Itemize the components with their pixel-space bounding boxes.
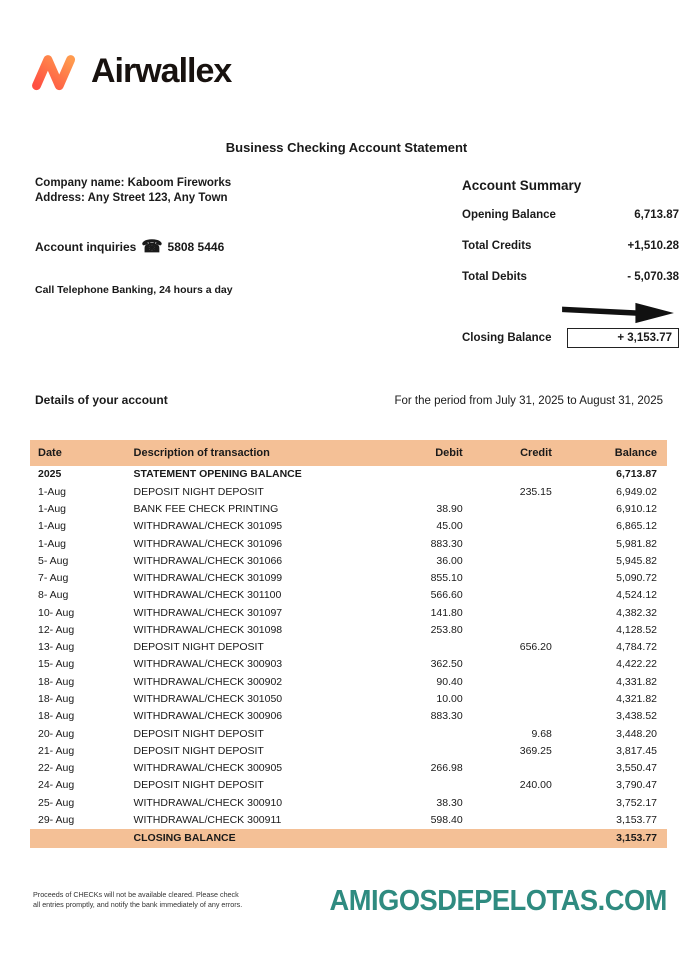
brand-name: Airwallex xyxy=(91,51,232,90)
table-row xyxy=(30,743,667,760)
col-header-debit: Debit xyxy=(393,440,473,466)
statement-period: For the period from July 31, 2025 to August 31, 2025 xyxy=(394,395,663,407)
cell-balance: 4,321.82 xyxy=(616,693,657,706)
closing-balance-table-row xyxy=(30,829,667,848)
cell-description: WITHDRAWAL/CHECK 301099 xyxy=(133,572,283,585)
cell-description: DEPOSIT NIGHT DEPOSIT xyxy=(133,485,264,498)
summary-row-label: Total Credits xyxy=(462,240,532,252)
cell-date: 12- Aug xyxy=(38,623,75,636)
cell-date: 25- Aug xyxy=(38,796,75,809)
table-row xyxy=(30,518,667,535)
cell-date: 7- Aug xyxy=(38,572,69,585)
cell-credit: 240.00 xyxy=(519,779,552,792)
cell-credit xyxy=(473,518,562,535)
cell-debit xyxy=(393,466,473,483)
cell-debit xyxy=(393,743,473,760)
cell-balance: 6,949.02 xyxy=(616,485,657,498)
table-footer xyxy=(30,829,667,848)
cell-debit: 855.10 xyxy=(430,572,463,585)
closing-balance-label: Closing Balance xyxy=(462,332,552,344)
cell-date: 5- Aug xyxy=(38,554,69,567)
cell-credit xyxy=(473,794,562,811)
cell-debit: 38.90 xyxy=(436,502,463,515)
cell-debit: 36.00 xyxy=(436,554,463,567)
cell-description: WITHDRAWAL/CHECK 301098 xyxy=(133,623,283,636)
details-heading: Details of your account xyxy=(35,393,168,407)
cell-debit: 566.60 xyxy=(430,589,463,602)
cell-balance: 4,422.22 xyxy=(616,658,657,671)
cell-debit: 598.40 xyxy=(430,814,463,827)
cell-credit: 656.20 xyxy=(519,641,552,654)
table-row xyxy=(30,535,667,552)
summary-row-value: +1,510.28 xyxy=(627,240,679,252)
company-address-line: Address: Any Street 123, Any Town xyxy=(35,192,228,204)
cell-credit: 9.68 xyxy=(531,727,552,740)
cell-debit xyxy=(393,725,473,742)
cell-balance: 4,784.72 xyxy=(616,641,657,654)
cell-balance: 4,524.12 xyxy=(616,589,657,602)
closing-row-debit xyxy=(393,829,473,848)
cell-description: DEPOSIT NIGHT DEPOSIT xyxy=(133,744,264,757)
summary-row-label: Total Debits xyxy=(462,271,527,283)
cell-debit xyxy=(393,639,473,656)
cell-credit xyxy=(473,812,562,829)
cell-description: WITHDRAWAL/CHECK 300902 xyxy=(133,675,283,688)
cell-description: DEPOSIT NIGHT DEPOSIT xyxy=(133,727,264,740)
cell-debit: 883.30 xyxy=(430,710,463,723)
cell-debit: 38.30 xyxy=(436,796,463,809)
table-row xyxy=(30,691,667,708)
cell-debit: 10.00 xyxy=(436,693,463,706)
document-title: Business Checking Account Statement xyxy=(225,140,468,155)
cell-description: WITHDRAWAL/CHECK 301097 xyxy=(133,606,283,619)
table-row xyxy=(30,587,667,604)
cell-date: 1-Aug xyxy=(38,485,67,498)
closing-row-balance: 3,153.77 xyxy=(562,829,667,848)
table-row xyxy=(30,466,667,483)
cell-debit: 266.98 xyxy=(430,762,463,775)
table-row xyxy=(30,794,667,811)
cell-date: 21- Aug xyxy=(38,744,75,757)
phone-icon: ☎ xyxy=(141,237,163,256)
cell-date: 22- Aug xyxy=(38,762,75,775)
cell-credit xyxy=(473,622,562,639)
col-header-date: Date xyxy=(30,440,126,466)
table-row xyxy=(30,552,667,569)
cell-debit: 141.80 xyxy=(430,606,463,619)
inquiries-label: Account inquiries xyxy=(35,240,137,254)
table-row xyxy=(30,639,667,656)
summary-row-value: 6,713.87 xyxy=(634,209,679,221)
cell-date: 1-Aug xyxy=(38,520,67,533)
cell-debit xyxy=(393,777,473,794)
cell-date: 15- Aug xyxy=(38,658,75,671)
cell-balance: 3,550.47 xyxy=(616,762,657,775)
airwallex-logo-icon xyxy=(30,48,82,94)
cell-balance: 4,331.82 xyxy=(616,675,657,688)
table-row xyxy=(30,501,667,518)
cell-description: DEPOSIT NIGHT DEPOSIT xyxy=(133,641,264,654)
cell-credit xyxy=(473,673,562,690)
cell-credit: 235.15 xyxy=(519,485,552,498)
cell-description: BANK FEE CHECK PRINTING xyxy=(133,502,279,515)
cell-date: 1-Aug xyxy=(38,537,67,550)
closing-row-description: CLOSING BALANCE xyxy=(126,829,394,848)
cell-description: WITHDRAWAL/CHECK 301050 xyxy=(133,693,283,706)
cell-balance: 4,128.52 xyxy=(616,623,657,636)
table-row xyxy=(30,725,667,742)
balance-arrow-icon xyxy=(557,302,679,324)
cell-date: 20- Aug xyxy=(38,727,75,740)
table-header xyxy=(30,440,667,466)
table-row xyxy=(30,812,667,829)
cell-balance: 3,448.20 xyxy=(616,727,657,740)
table-row xyxy=(30,604,667,621)
cell-description: WITHDRAWAL/CHECK 300905 xyxy=(133,762,283,775)
cell-description: DEPOSIT NIGHT DEPOSIT xyxy=(133,779,264,792)
cell-debit: 253.80 xyxy=(430,623,463,636)
cell-credit xyxy=(473,570,562,587)
closing-balance-value: + 3,153.77 xyxy=(567,328,679,348)
cell-balance: 5,945.82 xyxy=(616,554,657,567)
cell-date: 18- Aug xyxy=(38,693,75,706)
transactions-table-container xyxy=(30,440,667,848)
company-info xyxy=(35,176,231,206)
cell-credit xyxy=(473,535,562,552)
cell-date: 10- Aug xyxy=(38,606,75,619)
cell-description: WITHDRAWAL/CHECK 301100 xyxy=(133,589,282,602)
cell-balance: 3,790.47 xyxy=(616,779,657,792)
telephone-banking-note: Call Telephone Banking, 24 hours a day xyxy=(35,284,233,296)
cell-credit xyxy=(473,587,562,604)
cell-description: WITHDRAWAL/CHECK 300903 xyxy=(133,658,283,671)
cell-credit xyxy=(473,552,562,569)
cell-debit: 362.50 xyxy=(430,658,463,671)
summary-row-value: - 5,070.38 xyxy=(627,271,679,283)
cell-balance: 5,090.72 xyxy=(616,572,657,585)
cell-balance: 3,153.77 xyxy=(616,814,657,827)
cell-credit xyxy=(473,604,562,621)
account-inquiries xyxy=(35,237,225,256)
cell-credit xyxy=(473,466,562,483)
cell-balance: 6,713.87 xyxy=(616,468,657,481)
col-header-balance: Balance xyxy=(562,440,667,466)
cell-debit: 45.00 xyxy=(436,520,463,533)
cell-date: 8- Aug xyxy=(38,589,69,602)
cell-date: 13- Aug xyxy=(38,641,75,654)
summary-rows xyxy=(462,209,679,283)
cell-credit xyxy=(473,656,562,673)
summary-row xyxy=(462,240,679,252)
account-summary-heading: Account Summary xyxy=(462,178,582,193)
cell-balance: 6,865.12 xyxy=(616,520,657,533)
col-header-credit: Credit xyxy=(473,440,562,466)
brand-logo xyxy=(30,48,231,94)
cell-credit xyxy=(473,708,562,725)
closing-row-date xyxy=(30,829,126,848)
cell-date: 29- Aug xyxy=(38,814,75,827)
cell-balance: 6,910.12 xyxy=(616,502,657,515)
account-summary xyxy=(462,178,679,348)
cell-debit: 883.30 xyxy=(430,537,463,550)
cell-credit xyxy=(473,501,562,518)
cell-description: WITHDRAWAL/CHECK 301095 xyxy=(133,520,283,533)
closing-balance-row xyxy=(462,328,679,348)
table-body xyxy=(30,466,667,829)
cell-balance: 3,752.17 xyxy=(616,796,657,809)
cell-description: STATEMENT OPENING BALANCE xyxy=(133,468,302,481)
cell-description: WITHDRAWAL/CHECK 301096 xyxy=(133,537,283,550)
closing-row-credit xyxy=(473,829,562,848)
cell-balance: 5,981.82 xyxy=(616,537,657,550)
company-name-line: Company name: Kaboom Fireworks xyxy=(35,177,232,189)
table-row xyxy=(30,483,667,500)
table-row xyxy=(30,760,667,777)
cell-date: 1-Aug xyxy=(38,502,67,515)
cell-balance: 3,438.52 xyxy=(616,710,657,723)
transactions-table xyxy=(30,440,667,848)
table-row xyxy=(30,622,667,639)
inquiries-phone-number: 5808 5446 xyxy=(167,240,225,254)
footer-watermark: AMIGOSDEPELOTAS.COM xyxy=(329,885,667,917)
cell-credit xyxy=(473,760,562,777)
table-row xyxy=(30,708,667,725)
summary-row xyxy=(462,209,679,221)
table-row xyxy=(30,777,667,794)
summary-row-label: Opening Balance xyxy=(462,209,556,221)
col-header-description: Description of transaction xyxy=(126,440,394,466)
cell-balance: 3,817.45 xyxy=(616,744,657,757)
cell-credit xyxy=(473,691,562,708)
footer-disclaimer: Proceeds of CHECKs will not be available cleared. Please check all entries promptly, and notify the bank immediately of any errors. xyxy=(33,890,243,909)
cell-debit xyxy=(393,483,473,500)
cell-date: 24- Aug xyxy=(38,779,75,792)
cell-description: WITHDRAWAL/CHECK 300910 xyxy=(133,796,283,809)
table-row xyxy=(30,570,667,587)
cell-description: WITHDRAWAL/CHECK 300911 xyxy=(133,814,282,827)
cell-date: 18- Aug xyxy=(38,675,75,688)
cell-description: WITHDRAWAL/CHECK 300906 xyxy=(133,710,283,723)
cell-balance: 4,382.32 xyxy=(616,606,657,619)
cell-date: 2025 xyxy=(38,468,62,481)
table-row xyxy=(30,673,667,690)
cell-date: 18- Aug xyxy=(38,710,75,723)
cell-credit: 369.25 xyxy=(519,744,552,757)
cell-description: WITHDRAWAL/CHECK 301066 xyxy=(133,554,283,567)
table-row xyxy=(30,656,667,673)
cell-debit: 90.40 xyxy=(436,675,463,688)
details-header-row xyxy=(35,393,663,407)
summary-row xyxy=(462,271,679,283)
